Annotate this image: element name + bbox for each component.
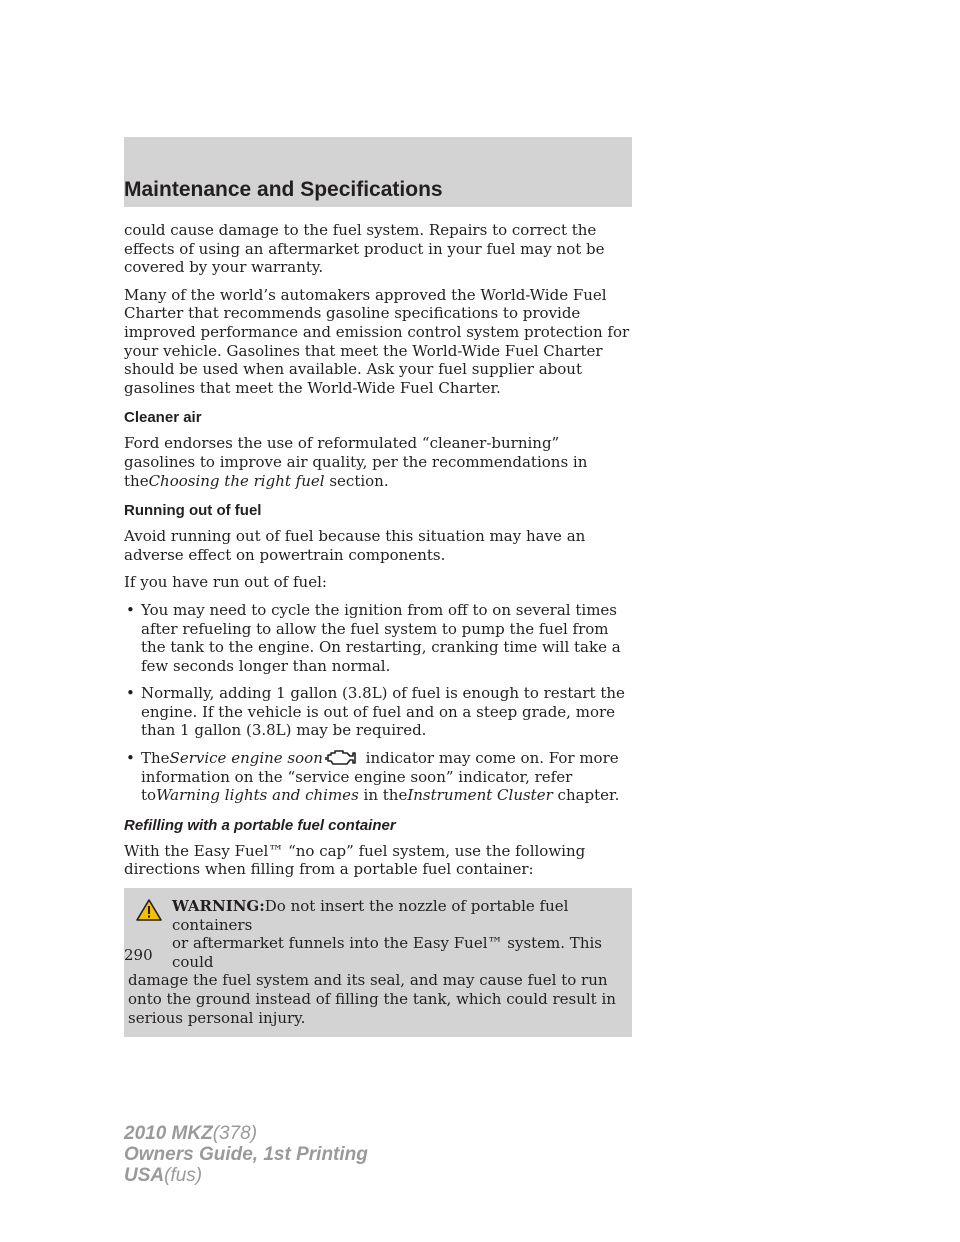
footer-line-region: USA(fus) [124, 1165, 203, 1186]
bullet-list [124, 601, 632, 805]
service-engine-soon-label: Service engine soon [169, 749, 323, 768]
heading-running-out: Running out of fuel [124, 502, 262, 520]
list-item: • Normally, adding 1 gallon (3.8L) of fuel is enough to restart the engine. If the vehicle is out of fuel and on a steep grade, more than 1 gallon (3.8L) may be required. [126, 684, 625, 740]
bullet-icon: • [126, 600, 135, 619]
footer [124, 1123, 368, 1186]
ref-instrument-cluster: Instrument Cluster [407, 786, 553, 805]
engine-warning-icon [325, 749, 357, 767]
paragraph-running-out: Avoid running out of fuel because this situation may have an adverse effect on powertrain components. [124, 527, 586, 564]
warning-text: damage the fuel system and its seal, and may cause fuel to run onto the ground instead of filling the tank, which could result in serious personal injury. [128, 971, 616, 1027]
footer-line-guide: Owners Guide, 1st Printing [124, 1144, 368, 1165]
list-item: • You may need to cycle the ignition from off to on several times after refueling to allow the fuel system to pump the fuel from the tank to the engine. On restarting, cranking time will take a few seconds longer than normal. [126, 600, 621, 675]
paragraph-refilling: With the Easy Fuel™ “no cap” fuel system, use the following directions when filling from a portable fuel container: [124, 841, 586, 879]
warning-indent-line2: or aftermarket funnels into the Easy Fuel™ system. This could [172, 934, 602, 971]
page-number: 290 [124, 946, 153, 964]
footer-line-model: 2010 MKZ(378) [124, 1123, 258, 1144]
heading-cleaner-air: Cleaner air [124, 409, 202, 427]
warning-triangle-icon [136, 898, 162, 922]
paragraph-aftermarket: could cause damage to the fuel system. Repairs to correct the effects of using an aftermarket product in your fuel may not be covered by your warranty. [124, 221, 605, 277]
bullet-icon: • [126, 684, 135, 703]
warning-label: WARNING: [172, 897, 265, 916]
section-title: Maintenance and Specifications [124, 178, 443, 201]
list-item: • TheService engine soon indicator may come on. For more information on the “service engine soon” indicator, refer toWarning lights and chimes in theInstrument Cluster chapter. [126, 749, 620, 805]
paragraph-intro: If you have run out of fuel: [124, 573, 327, 592]
paragraph-fuel-charter: Many of the world’s automakers approved the World-Wide Fuel Charter that recommends gasoline specifications to provide improved performance and emission control system protection for your vehicle. Gasolines that meet the World-Wide Fuel Charter should be used when available. Ask your fuel supplier about gasolines that meet the World-Wide Fuel Charter. [124, 285, 630, 397]
ref-warning-lights: Warning lights and chimes [156, 786, 359, 805]
heading-refilling: Refilling with a portable fuel container [124, 816, 396, 834]
warning-indent-line1: WARNING:Do not insert the nozzle of portable fuel containers [172, 897, 569, 934]
warning-box [124, 888, 632, 1037]
paragraph-cleaner-air: Ford endorses the use of reformulated “cleaner-burning” gasolines to improve air quality, per the recommendations in theChoosing the right fuel section. [124, 434, 588, 490]
ref-choosing-right-fuel: Choosing the right fuel [148, 471, 325, 490]
page-content [124, 221, 632, 1037]
bullet-icon: • [126, 749, 135, 768]
